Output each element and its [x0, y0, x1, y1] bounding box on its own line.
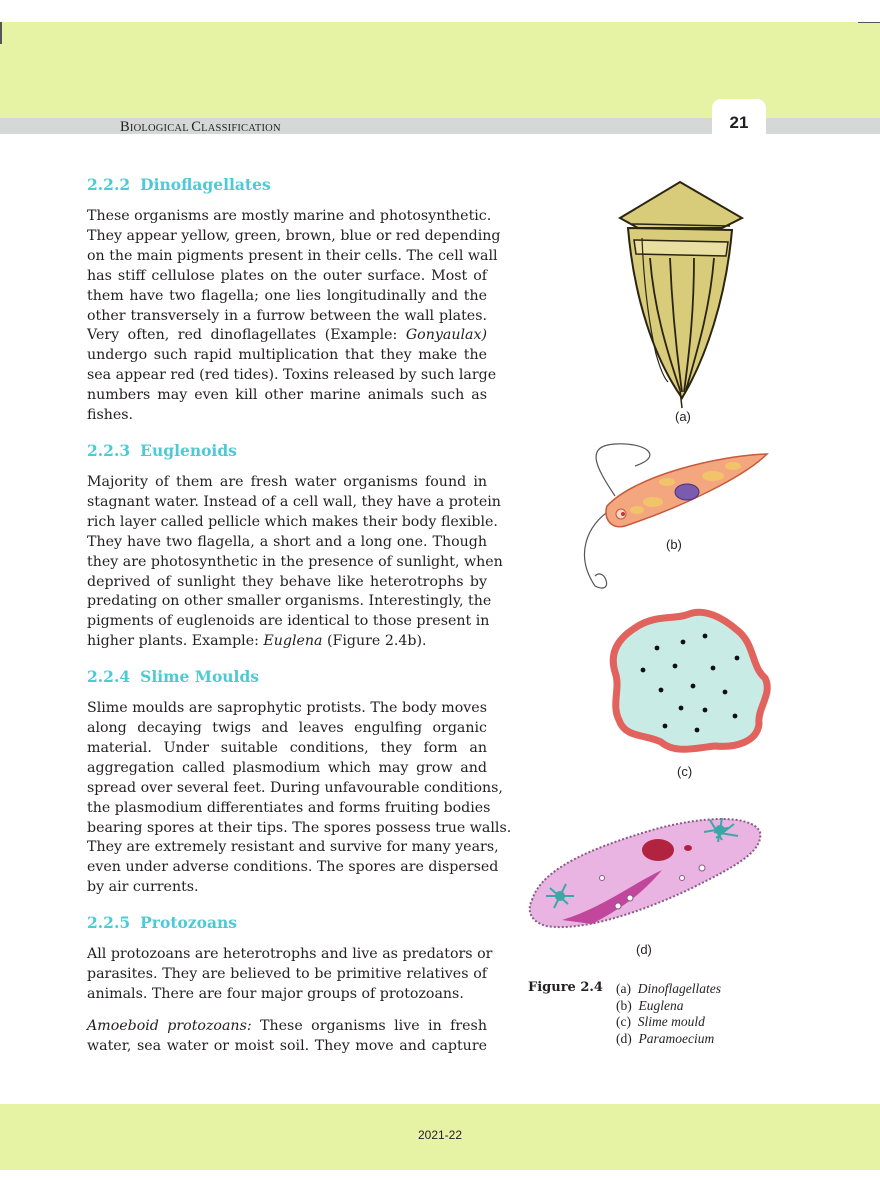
- paragraph-amoeboid-protozoans: Amoeboid protozoans: These organisms live in fresh water, sea water or moist soil. They move and capture: [87, 1017, 487, 1054]
- footer-year: 2021-22: [417, 1128, 463, 1142]
- caption-item: (c) Slime mould: [616, 1014, 705, 1029]
- figure-label-c: (c): [677, 764, 693, 779]
- text-column: [87, 172, 512, 1069]
- crop-mark-left: [0, 22, 2, 44]
- section-heading-slime-moulds: 2.2.4 Slime Moulds: [87, 667, 260, 687]
- paragraph-slime-moulds: Slime moulds are saprophytic protists. The body moves along decaying twigs and leaves engulfing organic material. Under suitable conditions, they form an aggregation called plasmodium which may grow and spread over several feet. During unfavourable conditions, the plasmodium differentiates and forms fruiting bodies bearing spores at their tips. The spores possess true walls. They are extremely resistant and survive for many years, even under adverse conditions. The spores are dispersed by air currents.: [87, 700, 512, 896]
- slime-mould-illustration: [605, 608, 775, 756]
- dinoflagellate-illustration: [610, 178, 750, 410]
- figure-label-a: (a): [675, 409, 691, 424]
- figure-caption-items: [616, 981, 836, 1047]
- paragraph-protozoans: All protozoans are heterotrophs and live as predators or parasites. They are believed to be primitive relatives of animals. There are four major groups of protozoans.: [87, 946, 493, 1002]
- paragraph-dinoflagellates: These organisms are mostly marine and photosynthetic. They appear yellow, green, brown, blue or red depending on the main pigments present in their cells. The cell wall has stiff cellulose plates on the outer surface. Most of them have two flagella; one lies longitudinally and the other transversely in a furrow between the wall plates. Very often, red dinoflagellates (Example: Gonyaulax) undergo such rapid multiplication that they make the sea appear red (red tides). Toxins released by such large numbers may even kill other marine animals such as fishes.: [87, 208, 501, 424]
- caption-item: (b) Euglena: [616, 997, 684, 1013]
- section-heading-protozoans: 2.2.5 Protozoans: [87, 913, 237, 933]
- section-heading-dinoflagellates: 2.2.2 Dinoflagellates: [87, 175, 271, 194]
- paramoecium-illustration: [522, 808, 766, 936]
- section-heading-euglenoids: 2.2.3 Euglenoids: [87, 440, 237, 460]
- crop-mark-right: [858, 22, 880, 23]
- figure-label-d: (d): [636, 942, 652, 957]
- figure-label-b: (b): [666, 537, 682, 552]
- running-head: BIOLOGICAL CLASSIFICATION: [120, 119, 281, 135]
- figure-caption-title: Figure 2.4: [528, 980, 603, 995]
- euglena-illustration: [555, 436, 770, 596]
- caption-item: (a) Dinoflagellates: [616, 981, 721, 996]
- page-number: 21: [729, 113, 749, 132]
- caption-item: (d) Paramoecium: [616, 1030, 715, 1046]
- paragraph-euglenoids: Majority of them are fresh water organisms found in stagnant water. Instead of a cell wall, they have a protein rich layer called pellicle which makes their body flexible. They have two flagella, a short and a long one. Though they are photosynthetic in the presence of sunlight, when deprived of sunlight they behave like heterotrophs by predating on other smaller organisms. Interestingly, the pigments of euglenoids are identical to those present in higher plants. Example: Euglena (Figure 2.4b).: [87, 473, 503, 650]
